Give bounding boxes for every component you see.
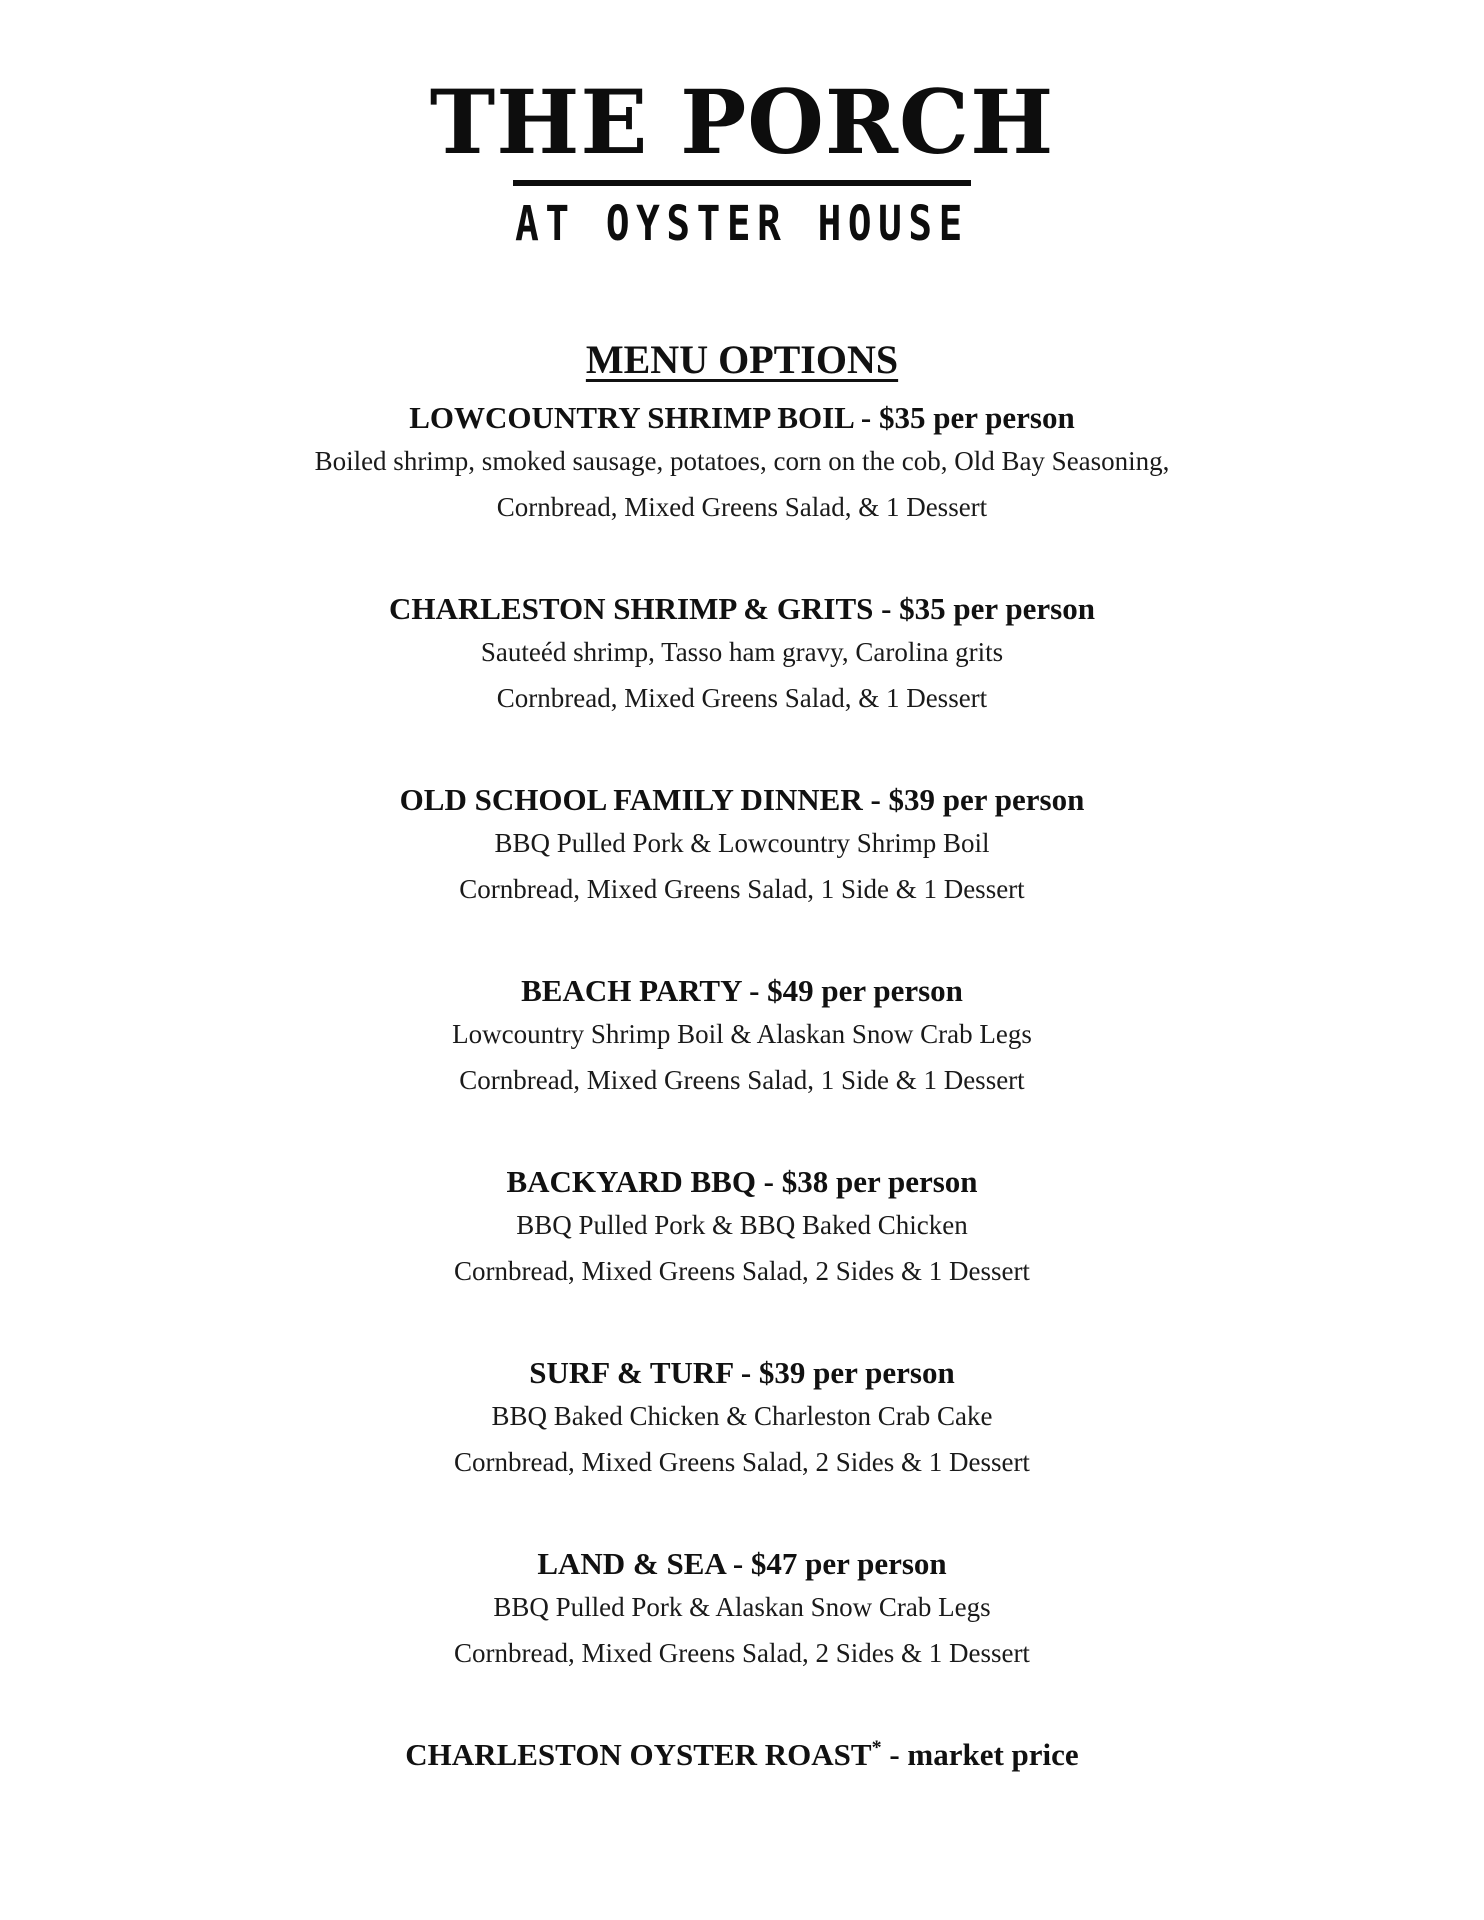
menu-item bbox=[0, 780, 1484, 912]
menu-item-includes: Cornbread, Mixed Greens Salad, 2 Sides & 1 Dessert bbox=[454, 1256, 1030, 1286]
menu-item-description: Sauteéd shrimp, Tasso ham gravy, Carolina grits bbox=[480, 637, 1004, 667]
menu-item bbox=[0, 398, 1484, 530]
menu-item-includes: Cornbread, Mixed Greens Salad, & 1 Dessert bbox=[496, 683, 988, 713]
footnote-asterisk: * bbox=[871, 1736, 882, 1759]
menu-item-oyster-roast bbox=[0, 1735, 1484, 1775]
menu-item bbox=[0, 1353, 1484, 1485]
restaurant-logo bbox=[0, 72, 1484, 252]
menu-item-title-main: CHARLESTON OYSTER ROAST bbox=[405, 1737, 872, 1772]
menu-item-description: BBQ Baked Chicken & Charleston Crab Cake bbox=[491, 1401, 993, 1431]
menu-item-title: CHARLESTON SHRIMP & GRITS - $35 per person bbox=[389, 591, 1095, 626]
menu-item-title: BEACH PARTY - $49 per person bbox=[521, 973, 963, 1008]
menu-item-description: BBQ Pulled Pork & Alaskan Snow Crab Legs bbox=[493, 1592, 991, 1622]
menu-item-includes: Cornbread, Mixed Greens Salad, 1 Side & 1 Dessert bbox=[459, 1065, 1025, 1095]
menu-item-description: BBQ Pulled Pork & BBQ Baked Chicken bbox=[516, 1210, 968, 1240]
menu-item-title: LOWCOUNTRY SHRIMP BOIL - $35 per person bbox=[409, 400, 1075, 435]
menu-item bbox=[0, 971, 1484, 1103]
menu-item-includes: Cornbread, Mixed Greens Salad, 2 Sides & 1 Dessert bbox=[454, 1447, 1030, 1477]
menu-item-includes: Cornbread, Mixed Greens Salad, & 1 Dessert bbox=[496, 492, 988, 522]
menu-item-includes: Cornbread, Mixed Greens Salad, 2 Sides & 1 Dessert bbox=[454, 1638, 1030, 1668]
menu-item bbox=[0, 1544, 1484, 1676]
menu-item bbox=[0, 589, 1484, 721]
logo-divider bbox=[513, 180, 971, 186]
menu-item-description: BBQ Pulled Pork & Lowcountry Shrimp Boil bbox=[494, 828, 990, 858]
logo-subtitle: AT OYSTER HOUSE bbox=[515, 196, 969, 252]
menu-item-title: LAND & SEA - $47 per person bbox=[537, 1546, 947, 1581]
menu-heading: MENU OPTIONS bbox=[585, 337, 899, 382]
menu-item-title bbox=[0, 1735, 1484, 1775]
menu-item bbox=[0, 1162, 1484, 1294]
menu-item-title: OLD SCHOOL FAMILY DINNER - $39 per person bbox=[399, 782, 1085, 817]
menu-item-includes: Cornbread, Mixed Greens Salad, 1 Side & 1 Dessert bbox=[459, 874, 1025, 904]
menu-item-title: SURF & TURF - $39 per person bbox=[529, 1355, 955, 1390]
menu-item-title: BACKYARD BBQ - $38 per person bbox=[506, 1164, 978, 1199]
logo-title: THE PORCH bbox=[429, 70, 1055, 174]
menu-item-description: Lowcountry Shrimp Boil & Alaskan Snow Crab Legs bbox=[452, 1019, 1032, 1049]
menu-item-price: - market price bbox=[881, 1737, 1079, 1772]
menu-item-description: Boiled shrimp, smoked sausage, potatoes, corn on the cob, Old Bay Seasoning, bbox=[314, 446, 1170, 476]
